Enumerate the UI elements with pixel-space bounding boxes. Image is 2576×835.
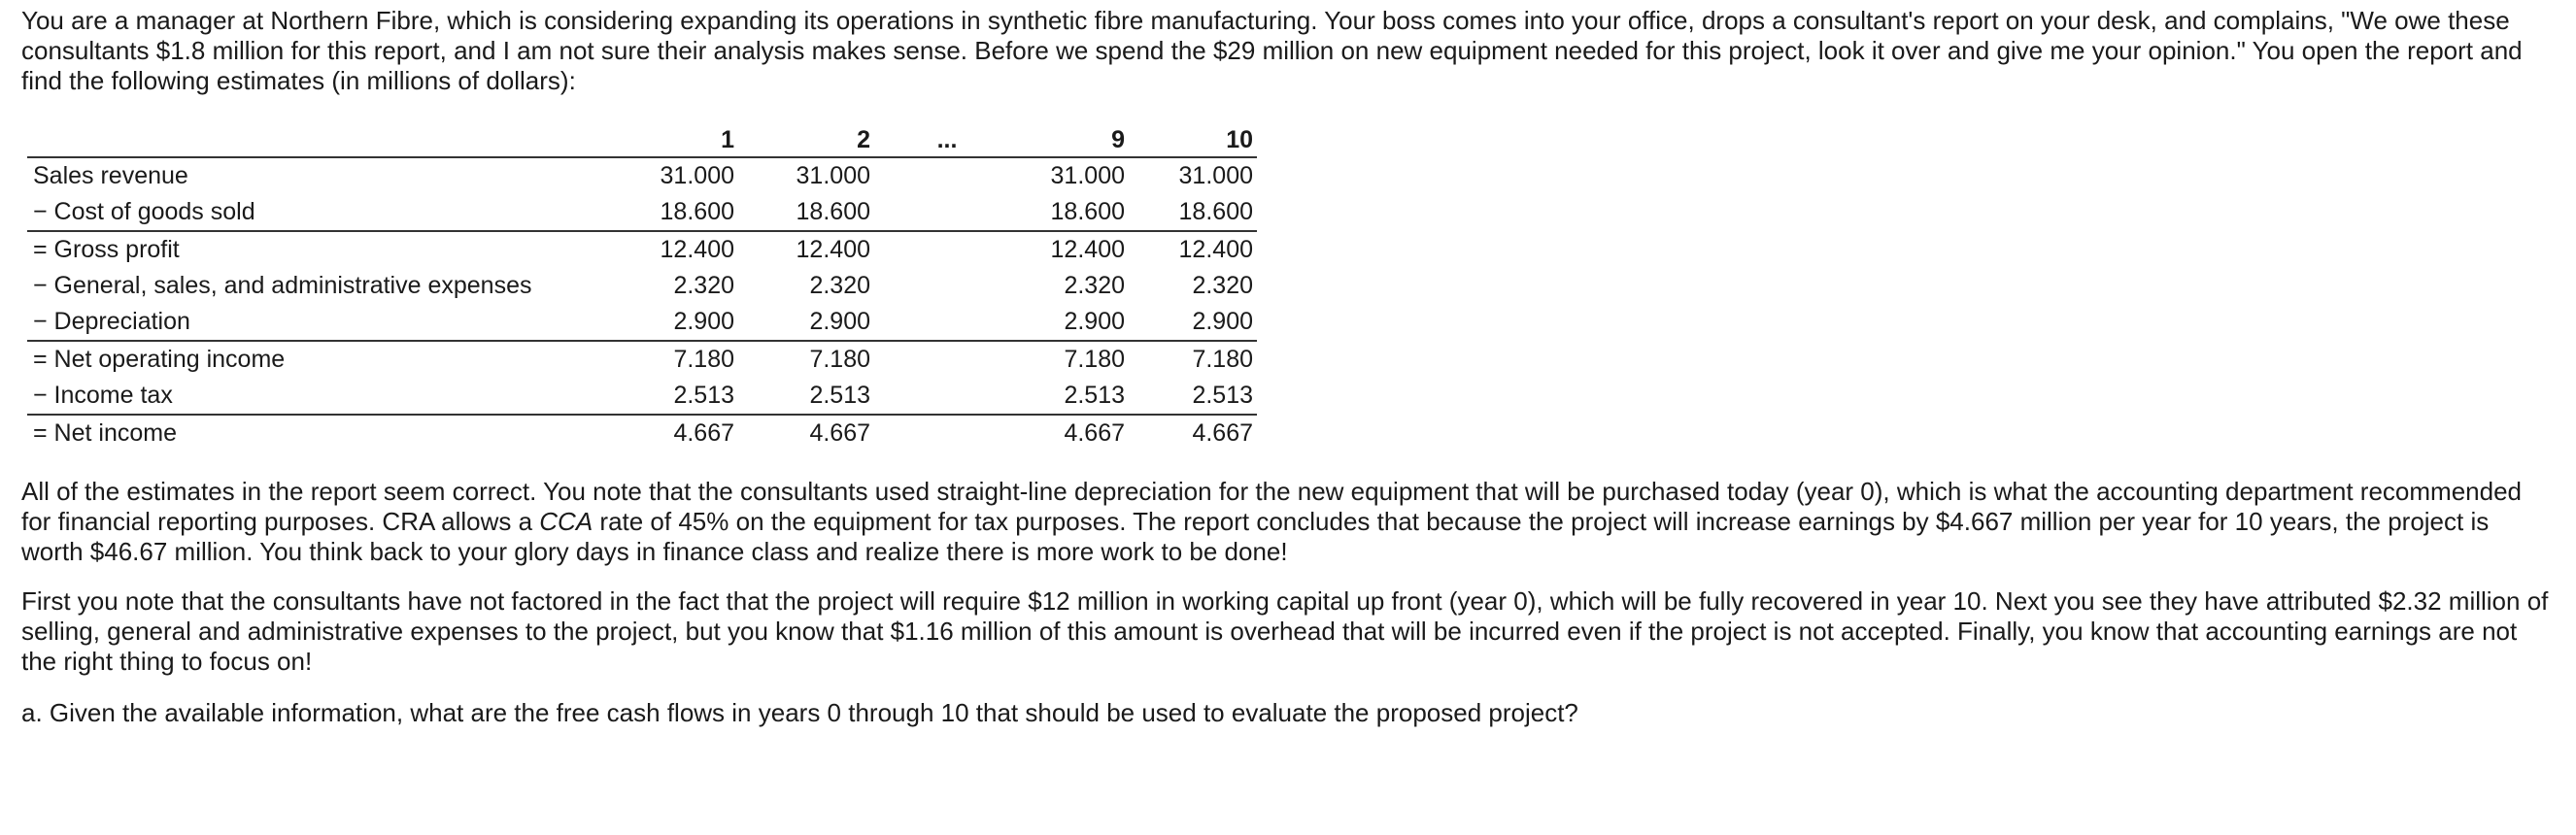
- gap-cell: [888, 268, 1006, 304]
- row-label: = Gross profit: [33, 236, 180, 263]
- paragraph-estimates: [21, 477, 2557, 567]
- table-row: [27, 194, 1257, 231]
- row-label: − Cost of goods sold: [27, 194, 616, 231]
- cell-value: 12.400: [1178, 236, 1253, 263]
- cell-value: 2.513: [752, 378, 888, 415]
- paragraph-estimates-part1: All of the estimates in the report seem correct. You note that the consultants used straight-line depreciation for the new equipment that will be purchased today (year 0), which is what the accounting department recommended for financial reporting purposes. CRA allows a: [21, 477, 2522, 536]
- cell-value: 2.900: [752, 304, 888, 341]
- cell-value: 7.180: [673, 346, 734, 373]
- paragraph-estimates-part2: rate of 45% on the equipment for tax purposes. The report concludes that because the project will increase earnings by $4.667 million per year for 10 years, the project is worth $46.67 million. You think back to your glory days in finance class and realize there is more work to be done!: [21, 507, 2490, 566]
- table-row: [27, 231, 1257, 268]
- cell-value: 4.667: [673, 419, 734, 447]
- header-year-2: 2: [752, 123, 888, 157]
- gap-cell: [888, 378, 1006, 415]
- row-label: − Depreciation: [27, 304, 616, 341]
- table-row: [27, 304, 1257, 341]
- cell-value: 4.667: [809, 419, 870, 447]
- cell-value: 12.400: [1050, 236, 1125, 263]
- gap-cell: [888, 341, 1006, 378]
- cell-value: 4.667: [1192, 419, 1253, 447]
- cell-value: 12.400: [660, 236, 734, 263]
- cell-value: 18.600: [616, 194, 752, 231]
- row-label: − Income tax: [27, 378, 616, 415]
- cell-value: 31.000: [1178, 162, 1253, 189]
- cell-value: 2.513: [1142, 378, 1257, 415]
- cell-value: 31.000: [1050, 162, 1125, 189]
- cell-value: 31.000: [796, 162, 870, 189]
- paragraph-adjustments: First you note that the consultants have not factored in the fact that the project will require $12 million in working capital up front (year 0), which will be fully recovered in year 10. Next you see they have attributed $2.32 million of selling, general and administrative expenses to the project, but you know that $1.16 million of this amount is overhead that will be incurred even if the project is not accepted. Finally, you know that accounting earnings are not the right thing to focus on!: [21, 586, 2549, 676]
- cell-value: 2.900: [616, 304, 752, 341]
- cca-term: CCA: [539, 507, 593, 536]
- table-header-row: [27, 123, 1257, 157]
- table-row: [27, 415, 1257, 451]
- table-row: [27, 268, 1257, 304]
- cell-value: 2.900: [1142, 304, 1257, 341]
- row-label: − General, sales, and administrative expenses: [33, 272, 532, 299]
- cell-value: 18.600: [752, 194, 888, 231]
- header-ellipsis: ...: [888, 123, 1006, 157]
- gap-cell: [888, 157, 1006, 194]
- income-statement-table: [27, 123, 1257, 451]
- cell-value: 4.667: [1064, 419, 1125, 447]
- cell-value: 18.600: [1006, 194, 1142, 231]
- row-label: = Net operating income: [33, 346, 286, 373]
- cell-value: 2.320: [673, 272, 734, 299]
- row-label: = Net income: [33, 419, 177, 447]
- cell-value: 12.400: [796, 236, 870, 263]
- header-year-9: 9: [1006, 123, 1142, 157]
- table-row: [27, 341, 1257, 378]
- cell-value: 2.513: [616, 378, 752, 415]
- cell-value: 2.320: [1064, 272, 1125, 299]
- header-year-1: 1: [616, 123, 752, 157]
- header-year-10: 10: [1142, 123, 1257, 157]
- cell-value: 7.180: [809, 346, 870, 373]
- cell-value: 7.180: [1192, 346, 1253, 373]
- cell-value: 18.600: [1142, 194, 1257, 231]
- cell-value: 2.320: [1192, 272, 1253, 299]
- table-row: [27, 378, 1257, 415]
- cell-value: 7.180: [1064, 346, 1125, 373]
- gap-cell: [888, 231, 1006, 268]
- gap-cell: [888, 304, 1006, 341]
- gap-cell: [888, 194, 1006, 231]
- cell-value: 2.320: [809, 272, 870, 299]
- cell-value: 31.000: [660, 162, 734, 189]
- question-a: a. Given the available information, what are the free cash flows in years 0 through 10 that should be used to evaluate the proposed project?: [21, 698, 1578, 727]
- intro-paragraph: You are a manager at Northern Fibre, which is considering expanding its operations in synthetic fibre manufacturing. Your boss comes into your office, drops a consultant's report on your desk, and complains, "We owe these consultants $1.8 million for this report, and I am not sure their analysis makes sense. Before we spend the $29 million on new equipment needed for this project, look it over and give me your opinion." You open the report and find the following estimates (in millions of dollars):: [21, 6, 2523, 95]
- table-row: [27, 157, 1257, 194]
- cell-value: 2.513: [1006, 378, 1142, 415]
- gap-cell: [888, 415, 1006, 451]
- cell-value: 2.900: [1006, 304, 1142, 341]
- row-label: Sales revenue: [33, 162, 188, 189]
- header-blank: [27, 123, 616, 157]
